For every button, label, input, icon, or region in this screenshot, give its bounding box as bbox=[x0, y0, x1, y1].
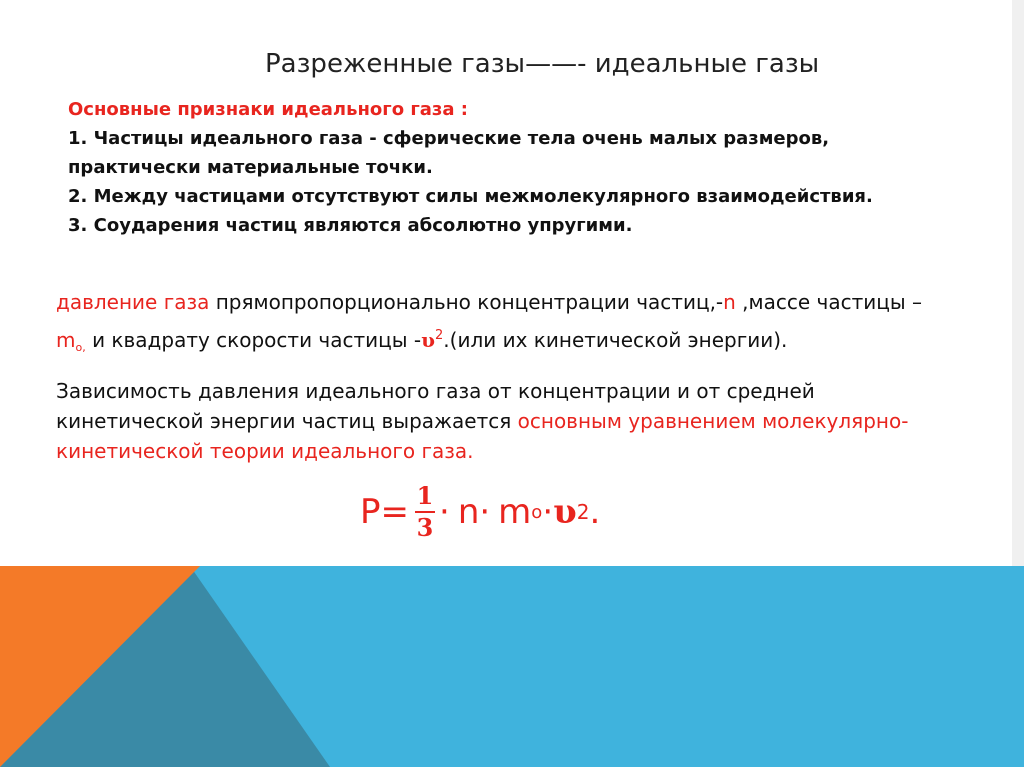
formula-v: υ bbox=[553, 492, 577, 532]
formula-v-power: 2 bbox=[576, 500, 590, 524]
formula-m: m bbox=[498, 492, 532, 532]
velocity-power: 2 bbox=[435, 328, 444, 343]
slide-title: Разреженные газы——- идеальные газы bbox=[265, 49, 820, 79]
concentration-symbol: n bbox=[723, 290, 736, 314]
mass-subscript: o, bbox=[75, 341, 86, 354]
ideal-gas-features bbox=[68, 95, 968, 240]
formula-fraction bbox=[415, 483, 435, 541]
mkt-equation bbox=[360, 472, 600, 552]
fraction-denominator: 3 bbox=[416, 513, 434, 542]
feature-item-1-line-1: 1. Частицы идеального газа - сферические тела очень малых размеров, bbox=[68, 128, 830, 149]
feature-item-2: 2. Между частицами отсутствуют силы межмолекулярного взаимодействия. bbox=[68, 186, 873, 207]
pressure-statement bbox=[56, 285, 996, 365]
dependence-line-1: Зависимость давления идеального газа от концентрации и от средней bbox=[56, 379, 815, 403]
pressure-text-1: прямопропорционально концентрации частиц,- bbox=[209, 290, 724, 314]
velocity-symbol: υ bbox=[421, 328, 436, 352]
formula-n: n· bbox=[457, 492, 491, 532]
feature-item-3: 3. Соударения частиц являются абсолютно упругими. bbox=[68, 215, 633, 236]
pressure-line-2 bbox=[56, 319, 996, 365]
decorative-footer bbox=[0, 566, 1024, 767]
dependence-line-2 bbox=[56, 406, 996, 436]
formula-m-subscript: o bbox=[531, 501, 543, 523]
equation-name-part-2: кинетической теории идеального газа. bbox=[56, 439, 474, 463]
fraction-numerator: 1 bbox=[416, 481, 434, 510]
equation-name-part-1: основным уравнением молекулярно- bbox=[517, 409, 909, 433]
pressure-text-4: .(или их кинетической энергии). bbox=[443, 328, 788, 352]
features-heading: Основные признаки идеального газа : bbox=[68, 99, 468, 120]
pressure-text-3: и квадрату скорости частицы - bbox=[85, 328, 422, 352]
formula-lhs: P= bbox=[360, 492, 409, 532]
formula-dot-2: · bbox=[542, 492, 554, 532]
mass-symbol: m bbox=[56, 328, 76, 352]
pressure-text-2: ,массе частицы – bbox=[735, 290, 923, 314]
pressure-line-1 bbox=[56, 285, 996, 319]
feature-item-1-line-2: практически материальные точки. bbox=[68, 157, 433, 178]
formula-end: . bbox=[589, 492, 601, 532]
formula-dot-1: · bbox=[439, 492, 450, 532]
dependence-line-2-text: кинетической энергии частиц выражается bbox=[56, 409, 518, 433]
dependence-paragraph bbox=[56, 376, 996, 466]
pressure-term: давление газа bbox=[56, 290, 210, 314]
